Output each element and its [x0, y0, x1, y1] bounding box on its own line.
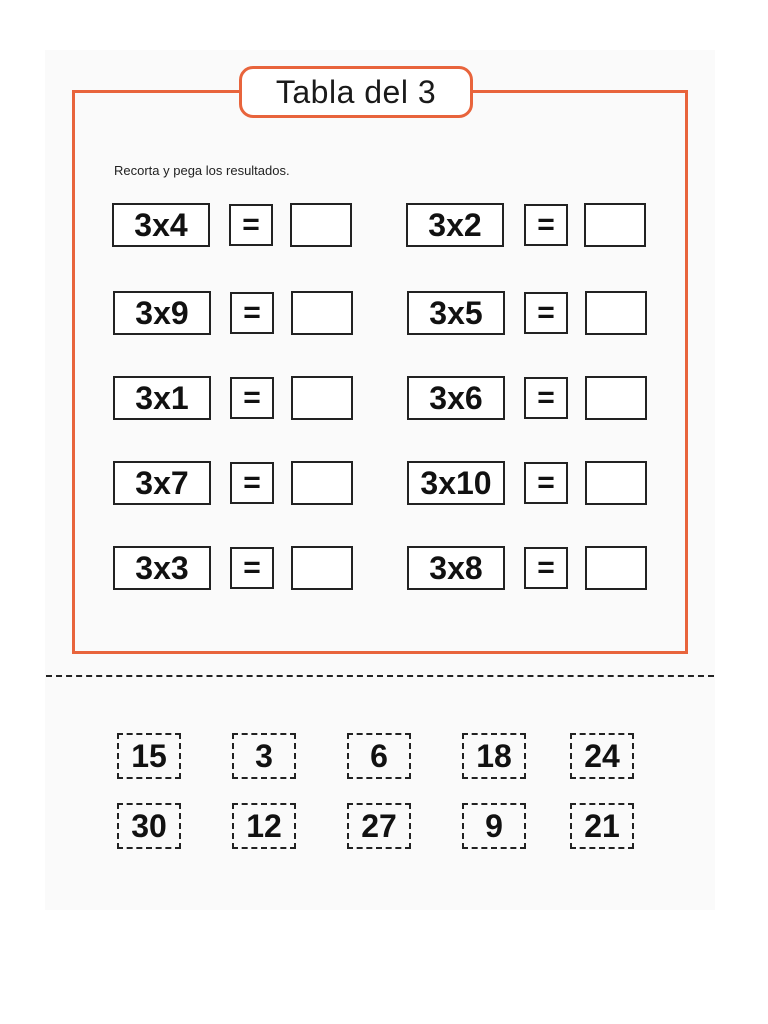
equals-box: = [229, 204, 273, 246]
answer-slot[interactable] [290, 203, 352, 247]
result-tile[interactable]: 24 [570, 733, 634, 779]
operation-box: 3x2 [406, 203, 504, 247]
result-tile[interactable]: 9 [462, 803, 526, 849]
operation-box: 3x10 [407, 461, 505, 505]
answer-slot[interactable] [585, 461, 647, 505]
equals-box: = [230, 547, 274, 589]
equals-box: = [230, 292, 274, 334]
operation-box: 3x5 [407, 291, 505, 335]
answer-slot[interactable] [584, 203, 646, 247]
operation-box: 3x8 [407, 546, 505, 590]
operation-box: 3x6 [407, 376, 505, 420]
answer-slot[interactable] [291, 546, 353, 590]
operation-box: 3x9 [113, 291, 211, 335]
instruction-text: Recorta y pega los resultados. [114, 163, 290, 178]
answer-slot[interactable] [585, 546, 647, 590]
cut-line [46, 675, 714, 677]
answer-slot[interactable] [585, 376, 647, 420]
equals-box: = [524, 547, 568, 589]
equals-box: = [524, 377, 568, 419]
result-tile[interactable]: 18 [462, 733, 526, 779]
operation-box: 3x7 [113, 461, 211, 505]
equals-box: = [230, 462, 274, 504]
result-tile[interactable]: 6 [347, 733, 411, 779]
equals-box: = [524, 292, 568, 334]
answer-slot[interactable] [585, 291, 647, 335]
equals-box: = [524, 462, 568, 504]
answer-slot[interactable] [291, 461, 353, 505]
result-tile[interactable]: 30 [117, 803, 181, 849]
result-tile[interactable]: 21 [570, 803, 634, 849]
result-tile[interactable]: 27 [347, 803, 411, 849]
result-tile[interactable]: 3 [232, 733, 296, 779]
equals-box: = [524, 204, 568, 246]
operation-box: 3x4 [112, 203, 210, 247]
equals-box: = [230, 377, 274, 419]
result-tile[interactable]: 12 [232, 803, 296, 849]
worksheet-title: Tabla del 3 [239, 66, 473, 118]
operation-box: 3x3 [113, 546, 211, 590]
answer-slot[interactable] [291, 291, 353, 335]
operation-box: 3x1 [113, 376, 211, 420]
answer-slot[interactable] [291, 376, 353, 420]
result-tile[interactable]: 15 [117, 733, 181, 779]
